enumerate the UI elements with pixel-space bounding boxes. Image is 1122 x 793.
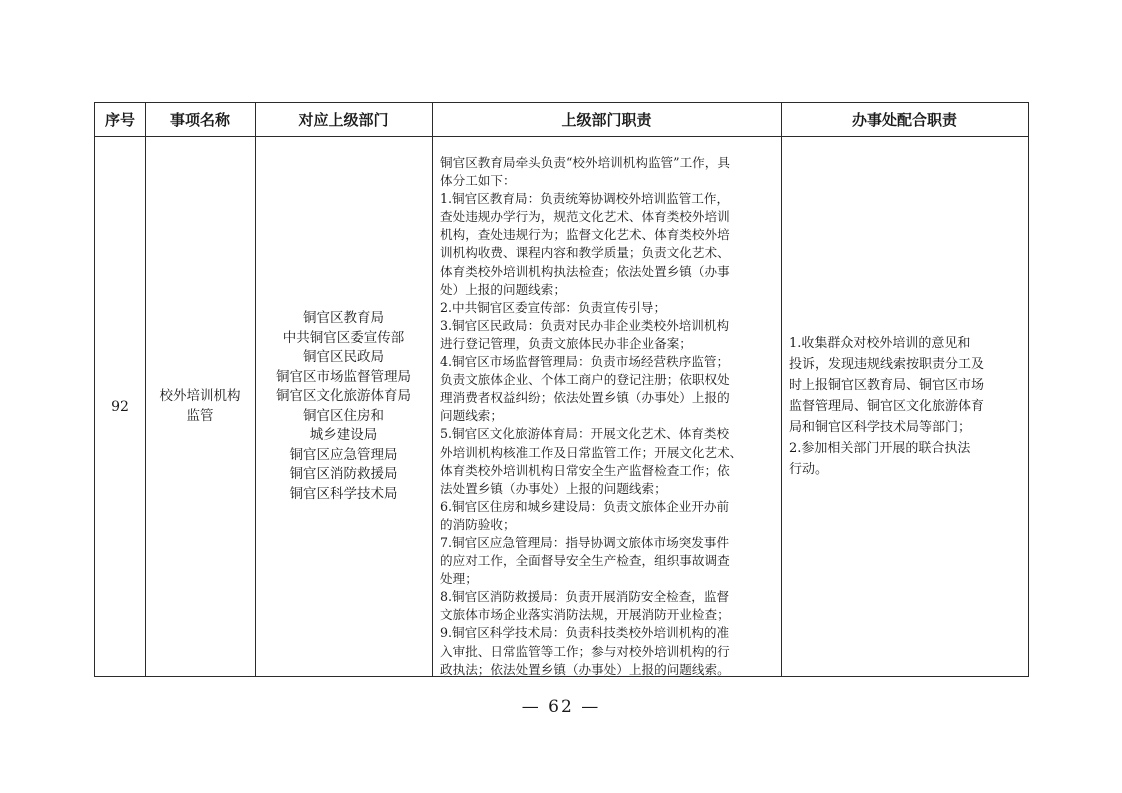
page-number: — 62 — bbox=[521, 697, 601, 717]
duty-line: 3.铜官区民政局：负责对民办非企业类校外培训机构 bbox=[440, 317, 730, 333]
duty-line: 文旅体市场企业落实消防法规，开展消防开业检查； bbox=[440, 607, 730, 623]
header-item-name: 事项名称 bbox=[169, 111, 230, 129]
duty-line: 入审批、日常监管等工作；参与对校外培训机构的行 bbox=[440, 643, 730, 659]
duty-line: 4.铜官区市场监督管理局：负责市场经营秩序监管； bbox=[440, 354, 730, 370]
item-name-line: 监管 bbox=[186, 407, 214, 424]
duty-line: 的应对工作，全面督导安全生产检查，组织事故调查 bbox=[440, 553, 730, 569]
header-dept-duties: 上级部门职责 bbox=[561, 111, 652, 129]
duty-line: 政执法；依法处置乡镇（办事处）上报的问题线索。 bbox=[440, 661, 730, 677]
row-office-duties bbox=[781, 137, 1028, 676]
duty-line: 负责文旅体企业、个体工商户的登记注册；依职权处 bbox=[440, 372, 730, 388]
coop-duty-line: 监督管理局、铜官区文化旅游体育 bbox=[789, 399, 985, 414]
duty-line: 处）上报的问题线索； bbox=[440, 281, 566, 297]
dept-name: 铜官区应急管理局 bbox=[289, 446, 398, 463]
duty-line: 体分工如下： bbox=[440, 173, 516, 189]
duty-line: 处理； bbox=[440, 571, 478, 587]
duty-line: 2.中共铜官区委宣传部：负责宣传引导； bbox=[440, 299, 667, 315]
duty-line: 训机构收费、课程内容和教学质量；负责文化艺术、 bbox=[440, 245, 730, 261]
coop-duty-line: 局和铜官区科学技术局等部门； bbox=[789, 420, 972, 435]
duty-line: 体育类校外培训机构执法检查；依法处置乡镇（办事 bbox=[440, 263, 730, 279]
duty-line: 查处违规办学行为，规范文化艺术、体育类校外培训 bbox=[440, 209, 730, 225]
duty-line: 问题线索； bbox=[440, 408, 503, 424]
coop-duty-line: 2.参加相关部门开展的联合执法 bbox=[789, 441, 971, 456]
duty-line: 9.铜官区科学技术局：负责科技类校外培训机构的准 bbox=[440, 625, 730, 641]
duty-line: 法处置乡镇（办事处）上报的问题线索； bbox=[440, 480, 667, 496]
duty-line: 5.铜官区文化旅游体育局：开展文化艺术、体育类校 bbox=[440, 426, 730, 442]
duty-line: 铜官区教育局牵头负责“校外培训机构监管”工作，具 bbox=[440, 155, 730, 170]
coop-duty-line: 行动。 bbox=[789, 462, 829, 477]
coop-duty-line: 投诉，发现违规线索按职责分工及 bbox=[789, 357, 985, 372]
duty-line: 外培训机构核准工作及日常监管工作；开展文化艺术、 bbox=[440, 444, 743, 460]
duty-line: 体育类校外培训机构日常安全生产监督检查工作；依 bbox=[440, 462, 730, 478]
header-office-duties: 办事处配合职责 bbox=[851, 111, 957, 129]
seq-number: 92 bbox=[111, 398, 129, 415]
dept-name: 铜官区文化旅游体育局 bbox=[276, 388, 411, 404]
duty-line: 7.铜官区应急管理局：指导协调文旅体市场突发事件 bbox=[440, 534, 730, 550]
coop-duty-line: 1.收集群众对校外培训的意见和 bbox=[789, 336, 971, 351]
duty-line: 的消防验收； bbox=[440, 516, 516, 532]
header-seq: 序号 bbox=[104, 111, 135, 129]
dept-name: 铜官区科学技术局 bbox=[289, 485, 398, 502]
dept-name: 中共铜官区委宣传部 bbox=[282, 329, 405, 346]
item-name-line: 校外培训机构 bbox=[159, 388, 241, 404]
duty-line: 1.铜官区教育局：负责统筹协调校外培训监管工作， bbox=[440, 191, 730, 207]
duty-line: 理消费者权益纠纷；依法处置乡镇（办事处）上报的 bbox=[440, 390, 730, 406]
duty-line: 进行登记管理，负责文旅体民办非企业备案； bbox=[440, 335, 692, 351]
dept-name: 铜官区住房和 bbox=[303, 407, 384, 424]
row-superior-depts bbox=[255, 137, 432, 676]
row-dept-duties bbox=[432, 137, 781, 676]
dept-name: 城乡建设局 bbox=[309, 427, 378, 443]
row-item-name bbox=[145, 137, 255, 676]
dept-name: 铜官区市场监督管理局 bbox=[276, 368, 411, 385]
duty-line: 6.铜官区住房和城乡建设局：负责文旅体企业开办前 bbox=[440, 498, 730, 514]
dept-name: 铜官区民政局 bbox=[303, 349, 384, 365]
duty-line: 8.铜官区消防救援局：负责开展消防安全检查，监督 bbox=[440, 589, 730, 605]
row-seq bbox=[95, 137, 145, 676]
coop-duty-line: 时上报铜官区教育局、铜官区市场 bbox=[789, 378, 985, 393]
responsibility-table bbox=[94, 102, 1029, 677]
dept-name: 铜官区消防救援局 bbox=[289, 466, 398, 482]
dept-name: 铜官区教育局 bbox=[303, 310, 384, 326]
duty-line: 机构，查处违规行为；监督文化艺术、体育类校外培 bbox=[440, 227, 730, 243]
header-superior-dept: 对应上级部门 bbox=[298, 111, 389, 129]
